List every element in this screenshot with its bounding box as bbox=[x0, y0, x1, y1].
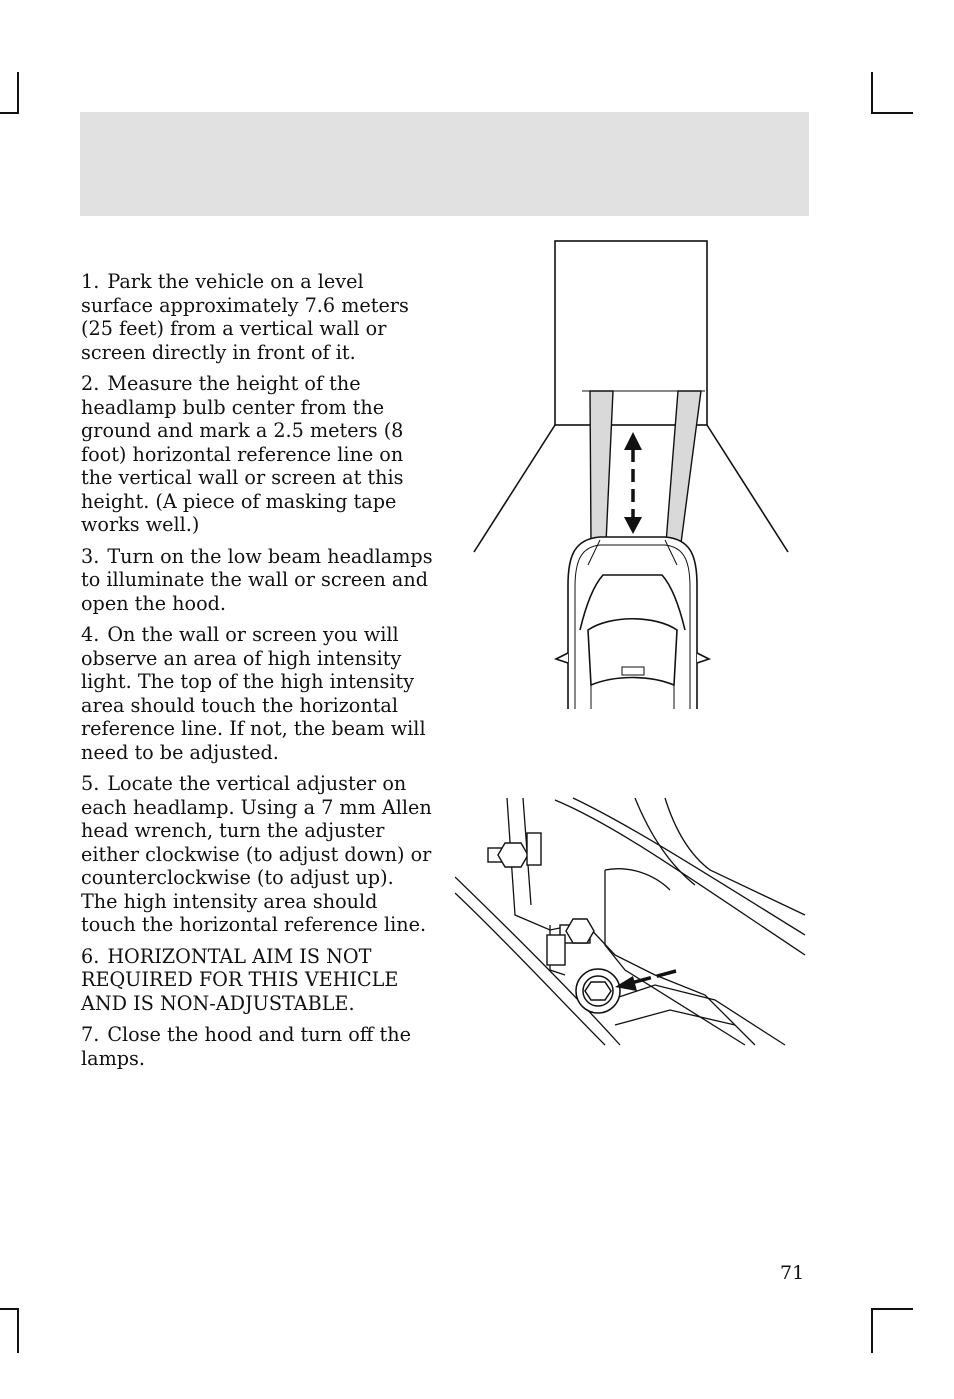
step-5: 5. Locate the vertical adjuster on each headlamp. Using a 7 mm Allen head wrench, turn the adjuster either clockwise (to adjust down) or counterclockwise (to adjust up). The high intensity area should touch the horizontal reference line. bbox=[81, 772, 432, 936]
vertical-adjuster bbox=[576, 969, 620, 1013]
page-number: 71 bbox=[780, 1262, 805, 1284]
headlamp-adjuster-diagram bbox=[455, 795, 810, 1050]
floor-line-right bbox=[707, 425, 788, 552]
step-7: 7. Close the hood and turn off the lamps. bbox=[81, 1023, 411, 1070]
crop-mark-top-right bbox=[871, 72, 913, 114]
crop-mark-bottom-right bbox=[871, 1308, 913, 1353]
beam-right bbox=[666, 391, 701, 543]
step-3: 3. Turn on the low beam headlamps to illuminate the wall or screen and open the hood. bbox=[81, 544, 433, 615]
step-6: 6. HORIZONTAL AIM IS NOT REQUIRED FOR THIS VEHICLE AND IS NON-ADJUSTABLE. bbox=[81, 944, 399, 1015]
car-top-view bbox=[556, 537, 709, 709]
double-arrow bbox=[624, 432, 642, 534]
bolt-lower bbox=[547, 919, 594, 965]
step-1: 1. Park the vehicle on a level surface approximately 7.6 meters (25 feet) from a vertical wall or screen directly in front of it. bbox=[81, 270, 409, 364]
floor-line-left bbox=[474, 425, 555, 552]
beam-left bbox=[590, 391, 613, 543]
step-4: 4. On the wall or screen you will observe an area of high intensity light. The top of the high intensity area should touch the horizontal reference line. If not, the beam will need to be adjusted. bbox=[81, 623, 426, 764]
instruction-steps bbox=[81, 270, 433, 1078]
step-2: 2. Measure the height of the headlamp bulb center from the ground and mark a 2.5 meters (8 foot) horizontal reference line on the vertical wall or screen at this height. (A piece of masking tape works well.) bbox=[81, 372, 404, 536]
bolt-upper bbox=[488, 833, 541, 867]
crop-mark-bottom-left bbox=[0, 1308, 19, 1353]
crop-mark-top-left bbox=[0, 72, 19, 114]
headlamp-aim-diagram bbox=[460, 235, 800, 715]
header-band bbox=[80, 112, 809, 216]
